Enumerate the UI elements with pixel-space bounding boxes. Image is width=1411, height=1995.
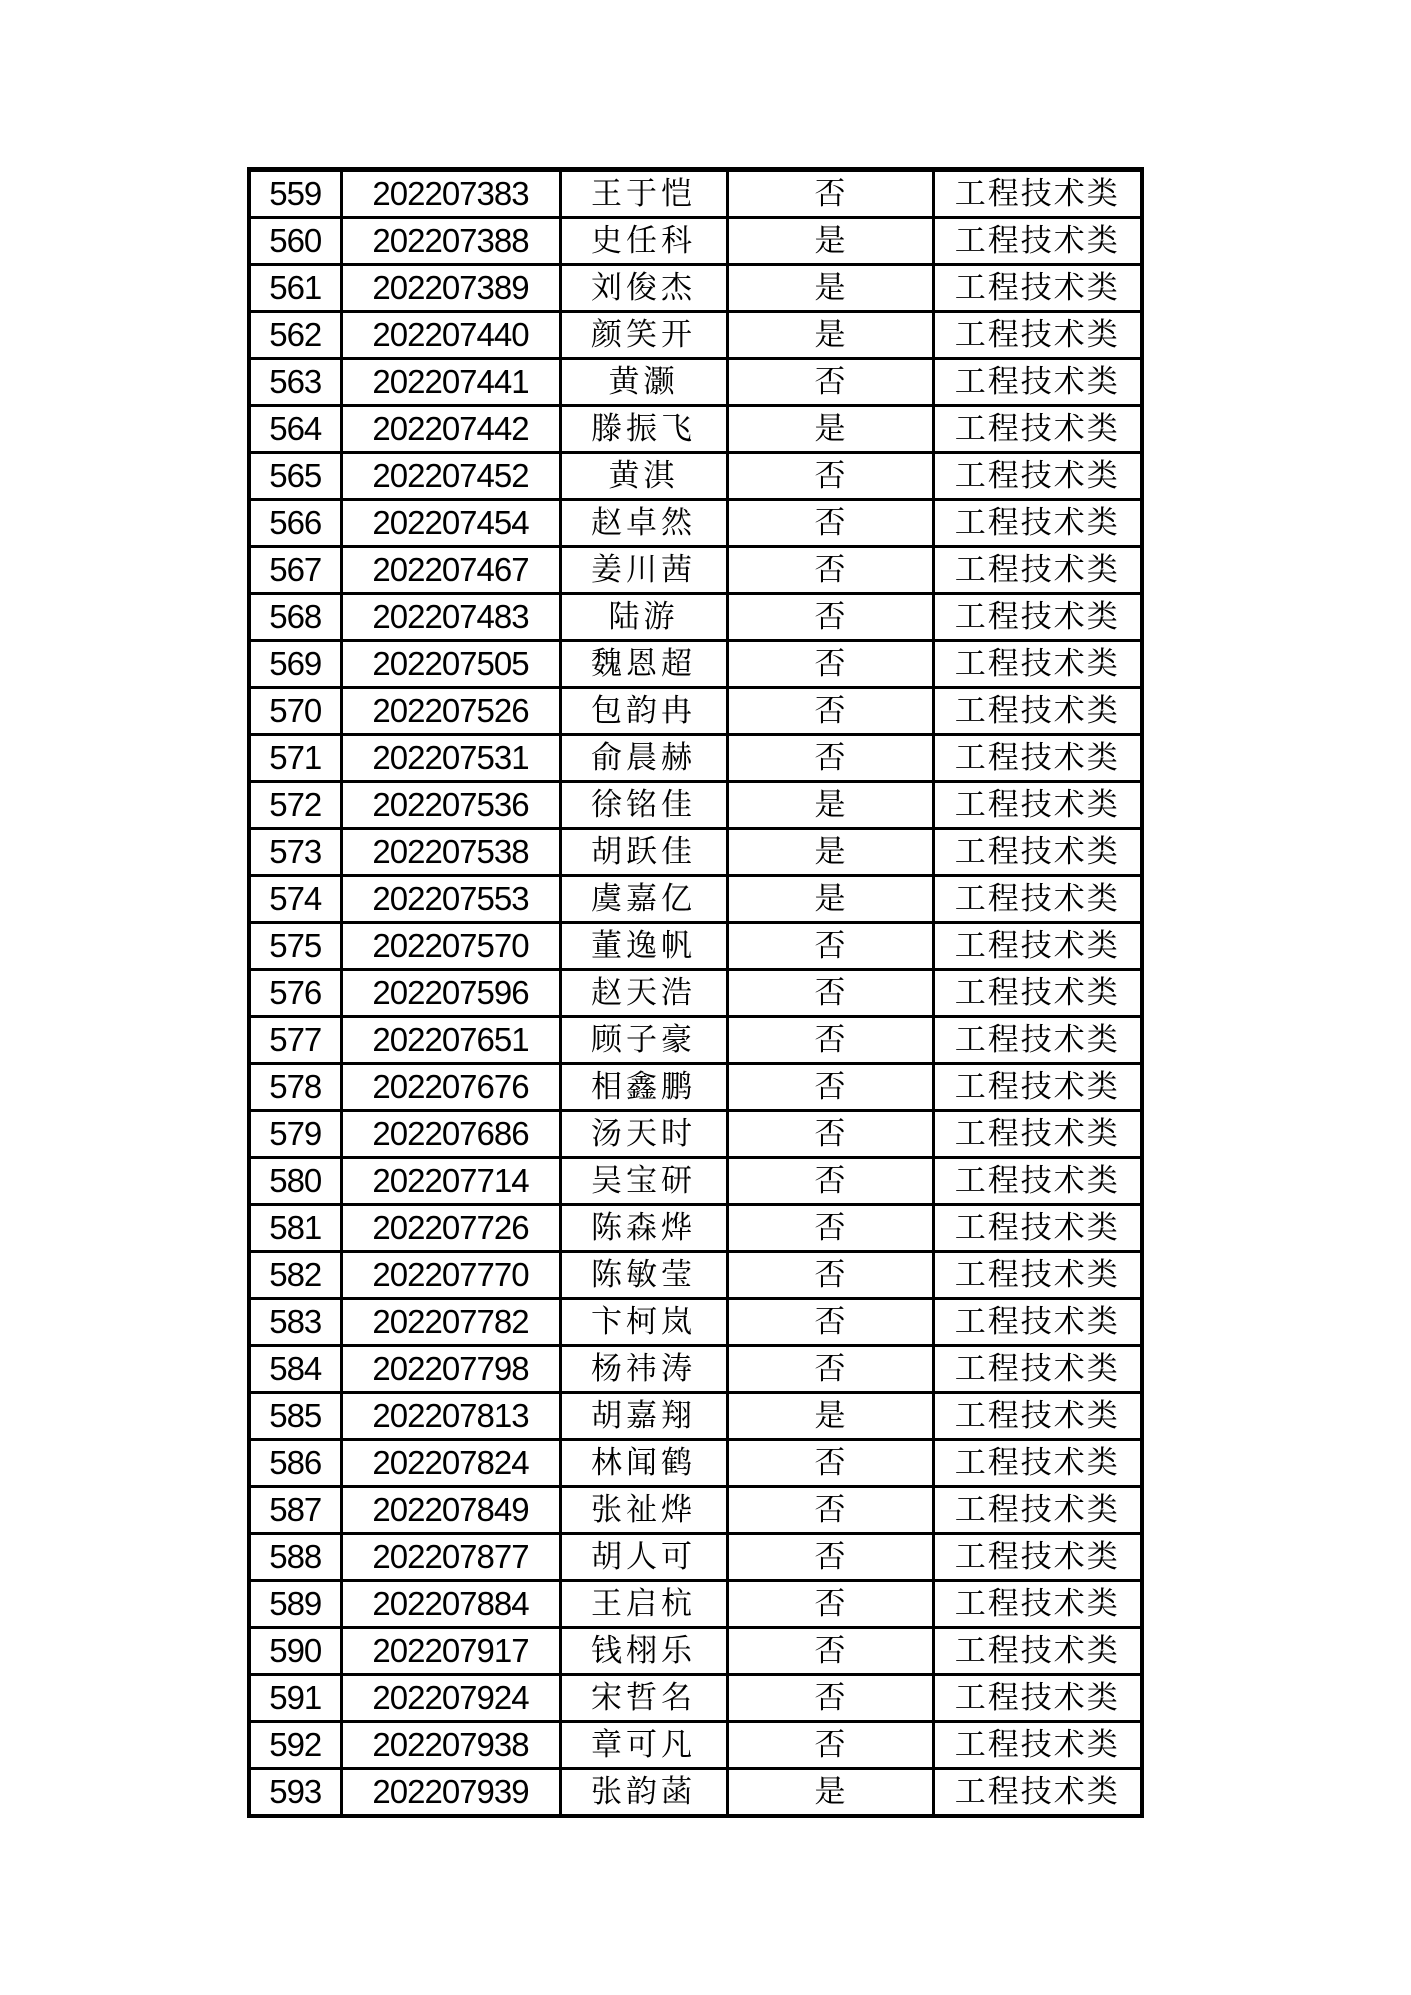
row-number-cell: 568 [249,594,341,641]
row-number-cell: 573 [249,829,341,876]
yes-no-flag-cell: 否 [727,1111,933,1158]
table-row [249,876,1142,923]
row-number-cell: 571 [249,735,341,782]
yes-no-flag-cell: 否 [727,1299,933,1346]
table-row [249,1205,1142,1252]
table-row [249,1017,1142,1064]
student-name-cell: 陈敏莹 [560,1252,727,1299]
table-row [249,312,1142,359]
yes-no-flag-cell: 否 [727,735,933,782]
student-name-cell: 徐铭佳 [560,782,727,829]
yes-no-flag-cell: 否 [727,1440,933,1487]
row-number-cell: 572 [249,782,341,829]
row-number-cell: 593 [249,1769,341,1817]
row-number-cell: 592 [249,1722,341,1769]
table-row [249,1487,1142,1534]
student-name-cell: 胡嘉翔 [560,1393,727,1440]
yes-no-flag-cell: 否 [727,688,933,735]
student-name-cell: 滕振飞 [560,406,727,453]
student-id-cell: 202207798 [341,1346,560,1393]
student-id-cell: 202207924 [341,1675,560,1722]
row-number-cell: 579 [249,1111,341,1158]
category-cell: 工程技术类 [933,170,1142,218]
yes-no-flag-cell: 是 [727,312,933,359]
yes-no-flag-cell: 是 [727,782,933,829]
yes-no-flag-cell: 否 [727,970,933,1017]
category-cell: 工程技术类 [933,1158,1142,1205]
row-number-cell: 560 [249,218,341,265]
yes-no-flag-cell: 否 [727,1064,933,1111]
yes-no-flag-cell: 否 [727,359,933,406]
table-row [249,970,1142,1017]
student-id-cell: 202207824 [341,1440,560,1487]
student-id-cell: 202207884 [341,1581,560,1628]
category-cell: 工程技术类 [933,1299,1142,1346]
student-name-cell: 钱栩乐 [560,1628,727,1675]
yes-no-flag-cell: 否 [727,1205,933,1252]
table-row [249,1722,1142,1769]
student-id-cell: 202207383 [341,170,560,218]
table-row [249,923,1142,970]
student-id-cell: 202207467 [341,547,560,594]
student-id-cell: 202207570 [341,923,560,970]
student-name-cell: 姜川茜 [560,547,727,594]
student-name-cell: 胡跃佳 [560,829,727,876]
row-number-cell: 580 [249,1158,341,1205]
category-cell: 工程技术类 [933,1346,1142,1393]
row-number-cell: 578 [249,1064,341,1111]
student-id-cell: 202207553 [341,876,560,923]
student-id-cell: 202207849 [341,1487,560,1534]
yes-no-flag-cell: 否 [727,1487,933,1534]
category-cell: 工程技术类 [933,359,1142,406]
table-row [249,1628,1142,1675]
student-name-cell: 宋哲名 [560,1675,727,1722]
student-id-cell: 202207441 [341,359,560,406]
category-cell: 工程技术类 [933,1722,1142,1769]
student-id-cell: 202207676 [341,1064,560,1111]
category-cell: 工程技术类 [933,782,1142,829]
table-row [249,1675,1142,1722]
student-name-cell: 黄淇 [560,453,727,500]
table-row [249,641,1142,688]
student-id-cell: 202207538 [341,829,560,876]
table-row [249,1440,1142,1487]
row-number-cell: 588 [249,1534,341,1581]
yes-no-flag-cell: 否 [727,547,933,594]
table-row [249,594,1142,641]
category-cell: 工程技术类 [933,1628,1142,1675]
student-id-cell: 202207440 [341,312,560,359]
yes-no-flag-cell: 否 [727,641,933,688]
student-name-cell: 赵卓然 [560,500,727,547]
row-number-cell: 585 [249,1393,341,1440]
category-cell: 工程技术类 [933,735,1142,782]
yes-no-flag-cell: 否 [727,923,933,970]
category-cell: 工程技术类 [933,406,1142,453]
yes-no-flag-cell: 是 [727,829,933,876]
yes-no-flag-cell: 否 [727,1581,933,1628]
table-row [249,829,1142,876]
student-id-cell: 202207452 [341,453,560,500]
table-row [249,218,1142,265]
category-cell: 工程技术类 [933,1111,1142,1158]
category-cell: 工程技术类 [933,1487,1142,1534]
category-cell: 工程技术类 [933,1581,1142,1628]
student-name-cell: 胡人可 [560,1534,727,1581]
student-name-cell: 王于恺 [560,170,727,218]
category-cell: 工程技术类 [933,1064,1142,1111]
student-id-cell: 202207505 [341,641,560,688]
category-cell: 工程技术类 [933,312,1142,359]
category-cell: 工程技术类 [933,547,1142,594]
yes-no-flag-cell: 否 [727,1722,933,1769]
category-cell: 工程技术类 [933,594,1142,641]
yes-no-flag-cell: 是 [727,406,933,453]
yes-no-flag-cell: 否 [727,453,933,500]
row-number-cell: 563 [249,359,341,406]
roster-table-body [249,170,1142,1817]
student-name-cell: 虞嘉亿 [560,876,727,923]
table-row [249,1299,1142,1346]
category-cell: 工程技术类 [933,218,1142,265]
category-cell: 工程技术类 [933,1675,1142,1722]
student-name-cell: 汤天时 [560,1111,727,1158]
table-row [249,170,1142,218]
yes-no-flag-cell: 否 [727,1534,933,1581]
student-id-cell: 202207526 [341,688,560,735]
yes-no-flag-cell: 是 [727,876,933,923]
student-id-cell: 202207536 [341,782,560,829]
student-id-cell: 202207686 [341,1111,560,1158]
student-name-cell: 相鑫鹏 [560,1064,727,1111]
student-name-cell: 章可凡 [560,1722,727,1769]
yes-no-flag-cell: 否 [727,1346,933,1393]
student-id-cell: 202207726 [341,1205,560,1252]
table-row [249,1111,1142,1158]
student-id-cell: 202207770 [341,1252,560,1299]
student-name-cell: 卞柯岚 [560,1299,727,1346]
row-number-cell: 570 [249,688,341,735]
category-cell: 工程技术类 [933,453,1142,500]
row-number-cell: 559 [249,170,341,218]
yes-no-flag-cell: 否 [727,170,933,218]
student-id-cell: 202207714 [341,1158,560,1205]
yes-no-flag-cell: 是 [727,218,933,265]
yes-no-flag-cell: 否 [727,1252,933,1299]
student-id-cell: 202207938 [341,1722,560,1769]
category-cell: 工程技术类 [933,1534,1142,1581]
student-id-cell: 202207917 [341,1628,560,1675]
yes-no-flag-cell: 是 [727,1769,933,1817]
student-name-cell: 黄灏 [560,359,727,406]
table-row [249,782,1142,829]
student-id-cell: 202207483 [341,594,560,641]
yes-no-flag-cell: 是 [727,265,933,312]
row-number-cell: 582 [249,1252,341,1299]
table-row [249,688,1142,735]
yes-no-flag-cell: 否 [727,500,933,547]
yes-no-flag-cell: 否 [727,594,933,641]
student-id-cell: 202207782 [341,1299,560,1346]
student-name-cell: 杨祎涛 [560,1346,727,1393]
yes-no-flag-cell: 否 [727,1675,933,1722]
table-row [249,735,1142,782]
student-id-cell: 202207442 [341,406,560,453]
table-row [249,1158,1142,1205]
row-number-cell: 591 [249,1675,341,1722]
category-cell: 工程技术类 [933,876,1142,923]
row-number-cell: 567 [249,547,341,594]
student-id-cell: 202207389 [341,265,560,312]
table-row [249,547,1142,594]
table-row [249,1769,1142,1817]
row-number-cell: 574 [249,876,341,923]
category-cell: 工程技术类 [933,641,1142,688]
row-number-cell: 569 [249,641,341,688]
yes-no-flag-cell: 否 [727,1628,933,1675]
student-id-cell: 202207651 [341,1017,560,1064]
category-cell: 工程技术类 [933,1017,1142,1064]
row-number-cell: 583 [249,1299,341,1346]
category-cell: 工程技术类 [933,1205,1142,1252]
student-name-cell: 陆游 [560,594,727,641]
student-id-cell: 202207877 [341,1534,560,1581]
table-row [249,500,1142,547]
student-name-cell: 包韵冉 [560,688,727,735]
category-cell: 工程技术类 [933,829,1142,876]
category-cell: 工程技术类 [933,688,1142,735]
row-number-cell: 576 [249,970,341,1017]
row-number-cell: 561 [249,265,341,312]
table-row [249,265,1142,312]
student-name-cell: 董逸帆 [560,923,727,970]
student-id-cell: 202207388 [341,218,560,265]
row-number-cell: 565 [249,453,341,500]
category-cell: 工程技术类 [933,1769,1142,1817]
student-name-cell: 史任科 [560,218,727,265]
category-cell: 工程技术类 [933,265,1142,312]
student-name-cell: 张祉烨 [560,1487,727,1534]
student-name-cell: 顾子豪 [560,1017,727,1064]
yes-no-flag-cell: 否 [727,1017,933,1064]
roster-table [247,167,1144,1818]
table-row [249,1393,1142,1440]
student-id-cell: 202207454 [341,500,560,547]
row-number-cell: 587 [249,1487,341,1534]
student-name-cell: 吴宝研 [560,1158,727,1205]
student-name-cell: 颜笑开 [560,312,727,359]
table-row [249,1064,1142,1111]
student-id-cell: 202207939 [341,1769,560,1817]
yes-no-flag-cell: 是 [727,1393,933,1440]
row-number-cell: 564 [249,406,341,453]
yes-no-flag-cell: 否 [727,1158,933,1205]
student-name-cell: 王启杭 [560,1581,727,1628]
row-number-cell: 590 [249,1628,341,1675]
row-number-cell: 562 [249,312,341,359]
student-name-cell: 俞晨赫 [560,735,727,782]
student-name-cell: 张韵菡 [560,1769,727,1817]
student-id-cell: 202207596 [341,970,560,1017]
table-row [249,359,1142,406]
category-cell: 工程技术类 [933,1440,1142,1487]
table-row [249,406,1142,453]
table-row [249,453,1142,500]
row-number-cell: 577 [249,1017,341,1064]
student-name-cell: 陈森烨 [560,1205,727,1252]
student-name-cell: 林闻鹤 [560,1440,727,1487]
table-row [249,1534,1142,1581]
student-name-cell: 赵天浩 [560,970,727,1017]
row-number-cell: 581 [249,1205,341,1252]
student-name-cell: 刘俊杰 [560,265,727,312]
student-id-cell: 202207531 [341,735,560,782]
row-number-cell: 566 [249,500,341,547]
category-cell: 工程技术类 [933,923,1142,970]
table-row [249,1252,1142,1299]
table-row [249,1346,1142,1393]
row-number-cell: 586 [249,1440,341,1487]
category-cell: 工程技术类 [933,1393,1142,1440]
row-number-cell: 584 [249,1346,341,1393]
table-row [249,1581,1142,1628]
row-number-cell: 589 [249,1581,341,1628]
student-name-cell: 魏恩超 [560,641,727,688]
row-number-cell: 575 [249,923,341,970]
category-cell: 工程技术类 [933,500,1142,547]
category-cell: 工程技术类 [933,970,1142,1017]
student-id-cell: 202207813 [341,1393,560,1440]
category-cell: 工程技术类 [933,1252,1142,1299]
